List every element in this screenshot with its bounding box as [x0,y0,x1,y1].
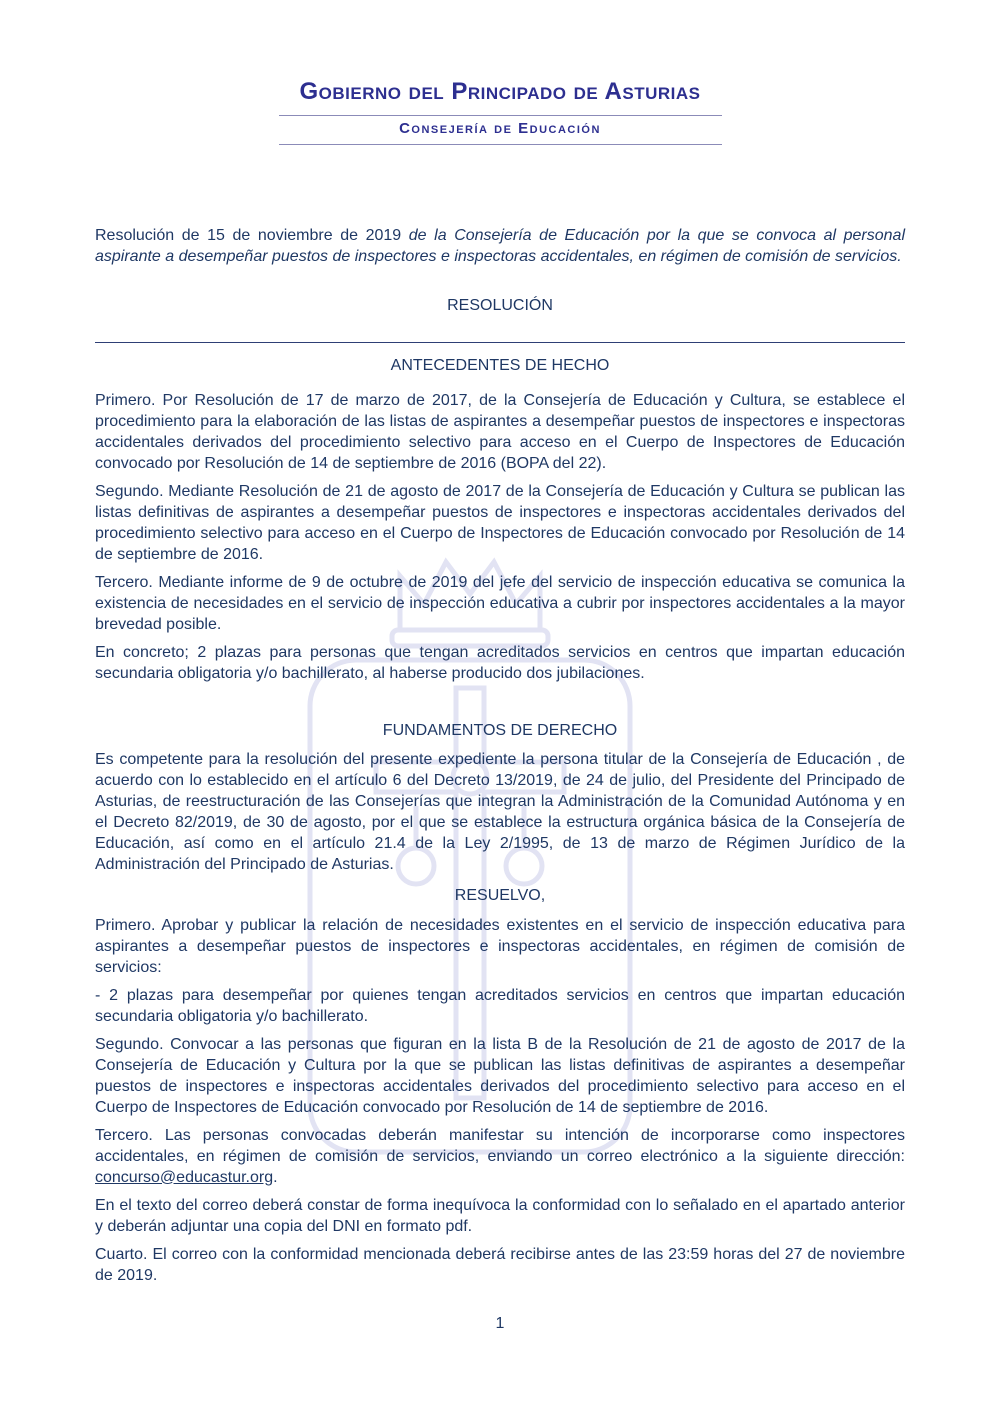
department-title: Consejería de Educación [279,116,722,145]
paragraph-antecedentes-segundo: Segundo. Mediante Resolución de 21 de agosto de 2017 de la Consejería de Educación y Cultura se publican las listas definitivas de aspirantes a desempeñar puestos de inspectores e inspectoras accidentales derivados del procedimiento selectivo para acceso en el Cuerpo de Inspectores de Educación convocado por Resolución de 14 de septiembre de 2016. [95,482,905,563]
paragraph-resuelvo-segundo: Segundo. Convocar a las personas que figuran en la lista B de la Resolución de 21 de agosto de 2017 de la Consejería de Educación y Cultura por la que se publican las listas definitivas de aspirantes a desempeñar puestos de inspectores e inspectoras accidentales derivados del procedimiento selectivo para acceso en el Cuerpo de Inspectores de Educación convocado por Resolución de 14 de septiembre de 2016. [95,1035,905,1116]
paragraph-en-concreto: En concreto; 2 plazas para personas que tengan acreditados servicios en centros que impartan educación secundaria obligatoria y/o bachillerato, al haberse producido dos jubilaciones. [95,643,905,682]
intro-date-text: Resolución de 15 de noviembre de 2019 [95,226,409,244]
heading-antecedentes: ANTECEDENTES DE HECHO [390,356,610,374]
paragraph-correo-texto: En el texto del correo deberá constar de forma inequívoca la conformidad con lo señalado en el apartado anterior y deberán adjuntar una copia del DNI en formato pdf. [95,1196,905,1235]
page-number: 1 [495,1314,505,1332]
resuelvo-tercero-period: . [273,1168,278,1186]
heading-fundamentos: FUNDAMENTOS DE DERECHO [382,721,618,739]
document-body [95,225,905,1334]
horizontal-rule [95,342,905,343]
paragraph-fundamentos: Es competente para la resolución del presente expediente la persona titular de la Consejería de Educación , de acuerdo con lo establecido en el artículo 6 del Decreto 13/2019, de 24 de julio, del Presidente del Principado de Asturias, de reestructuración de las Consejerías que integran la Administración de la Comunidad Autónoma y en el Decreto 82/2019, de 30 de agosto, por el que se establece la estructura orgánica básica de la Consejería de Educación, así como en el artículo 21.4 de la Ley 2/1995, de 13 de marzo de Régimen Jurídico de la Administración del Principado de Asturias. [95,750,905,873]
paragraph-antecedentes-primero: Primero. Por Resolución de 17 de marzo de 2017, de la Consejería de Educación y Cultura, se establece el procedimiento para la elaboración de las listas de aspirantes a desempeñar puestos de inspectores e inspectoras accidentales derivados del procedimiento selectivo para acceso en el Cuerpo de Inspectores de Educación convocado por Resolución de 14 de septiembre de 2016 (BOPA del 22). [95,391,905,472]
letterhead [279,78,722,145]
paragraph-resuelvo-tercero [95,1125,905,1188]
paragraph-antecedentes-tercero: Tercero. Mediante informe de 9 de octubre de 2019 del jefe del servicio de inspección educativa se comunica la existencia de necesidades en el servicio de inspección educativa a cubrir por inspectores accidentales a la mayor brevedad posible. [95,573,905,633]
paragraph-resuelvo-primero: Primero. Aprobar y publicar la relación de necesidades existentes en el servicio de inspección educativa para aspirantes a desempeñar puestos de inspectores e inspectoras accidentales, en régimen de comisión de servicios: [95,916,905,976]
heading-resuelvo: RESUELVO, [454,886,546,904]
email-link[interactable]: concurso@educastur.org [95,1168,274,1186]
paragraph-resuelvo-cuarto: Cuarto. El correo con la conformidad mencionada deberá recibirse antes de las 23:59 horas del 27 de noviembre de 2019. [95,1245,905,1284]
government-title: Gobierno del Principado de Asturias [279,78,722,116]
intro-subject-text: de la Consejería de Educación por la que se convoca al personal aspirante a desempeñar puestos de inspectores e inspectoras accidentales, en régimen de comisión de servicios. [95,226,905,265]
heading-resolucion: RESOLUCIÓN [447,296,553,314]
intro-paragraph [95,225,905,267]
resuelvo-tercero-text: Tercero. Las personas convocadas deberán manifestar su intención de incorporarse como inspectores accidentales, en régimen de comisión de servicios, enviando un correo electrónico a la siguiente dirección: [95,1126,905,1165]
paragraph-resuelvo-list-item: - 2 plazas para desempeñar por quienes tengan acreditados servicios en centros que impartan educación secundaria obligatoria y/o bachillerato. [95,986,905,1025]
